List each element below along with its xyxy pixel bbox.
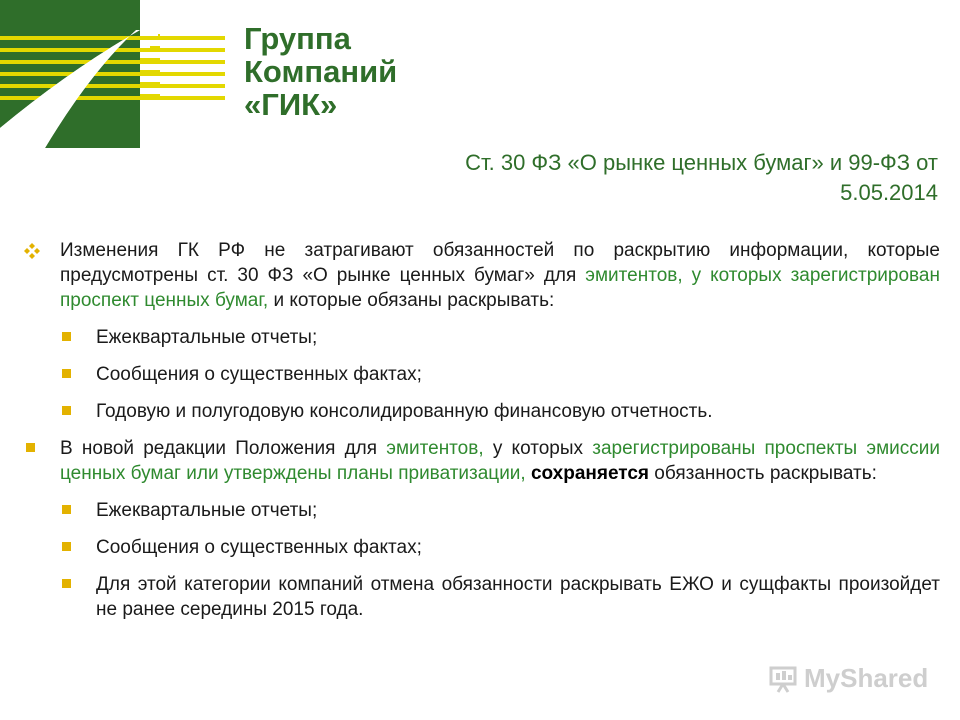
square-bullet-icon bbox=[62, 542, 71, 551]
bullet-2-highlight-1: эмитентов, bbox=[386, 438, 484, 459]
slide-content bbox=[22, 238, 940, 634]
watermark-text: MyShared bbox=[804, 662, 929, 693]
four-diamond-bullet-icon bbox=[24, 243, 40, 259]
logo-line-3: «ГИК» bbox=[244, 87, 338, 122]
logo-line-2: Компаний bbox=[244, 54, 398, 89]
bullet-1-text-end: и которые обязаны раскрывать: bbox=[268, 290, 555, 311]
presentation-icon bbox=[768, 663, 798, 693]
sub-item-text: Годовую и полугодовую консолидированную финансовую отчетность. bbox=[96, 401, 713, 422]
bullet-2-text-mid: у которых bbox=[483, 438, 593, 459]
square-bullet-icon bbox=[62, 579, 71, 588]
bullet-2-highlight-2: зарегистрированы проспекты эмиссии ценных бумаг или утверждены планы приватизации, bbox=[60, 438, 940, 484]
square-bullet-icon bbox=[62, 369, 71, 378]
slide-title-line-2: 5.05.2014 bbox=[840, 180, 938, 205]
bullet-2-text-end: обязанность раскрывать: bbox=[649, 463, 877, 484]
sub-item-text: Сообщения о существенных фактах; bbox=[96, 537, 422, 558]
square-bullet-icon bbox=[62, 406, 71, 415]
sub-item bbox=[22, 399, 940, 424]
logo-stripes bbox=[0, 0, 240, 148]
sub-item bbox=[22, 498, 940, 523]
watermark bbox=[768, 660, 928, 696]
sub-item-text: Сообщения о существенных фактах; bbox=[96, 364, 422, 385]
sub-item-text: Ежеквартальные отчеты; bbox=[96, 327, 318, 348]
square-bullet-icon bbox=[62, 505, 71, 514]
square-bullet-icon bbox=[62, 332, 71, 341]
sub-item bbox=[22, 572, 940, 622]
bullet-item-2 bbox=[22, 436, 940, 486]
bullet-2-text: В новой редакции Положения для bbox=[60, 438, 387, 459]
sub-item bbox=[22, 535, 940, 560]
sub-item bbox=[22, 362, 940, 387]
logo-wordmark bbox=[244, 22, 397, 121]
logo-line-1: Группа bbox=[244, 21, 351, 56]
sub-item-text: Ежеквартальные отчеты; bbox=[96, 500, 318, 521]
sub-item bbox=[22, 325, 940, 350]
slide-title-line-1: Ст. 30 ФЗ «О рынке ценных бумаг» и 99-ФЗ от bbox=[465, 150, 938, 175]
bullet-1-highlight: эмитентов, у которых зарегистрирован проспект ценных бумаг, bbox=[60, 265, 940, 311]
slide-title bbox=[298, 148, 938, 208]
sub-item-text: Для этой категории компаний отмена обязанности раскрывать ЕЖО и сущфакты произойдет не ранее середины 2015 года. bbox=[96, 574, 940, 620]
bullet-item-1 bbox=[22, 238, 940, 313]
bullet-2-bold: сохраняется bbox=[530, 463, 650, 484]
bullet-1-text: Изменения ГК РФ не затрагивают обязанностей по раскрытию информации, которые предусмотрены ст. 30 ФЗ «О рынке ценных бумаг» для bbox=[60, 240, 940, 286]
square-bullet-icon bbox=[26, 443, 35, 452]
